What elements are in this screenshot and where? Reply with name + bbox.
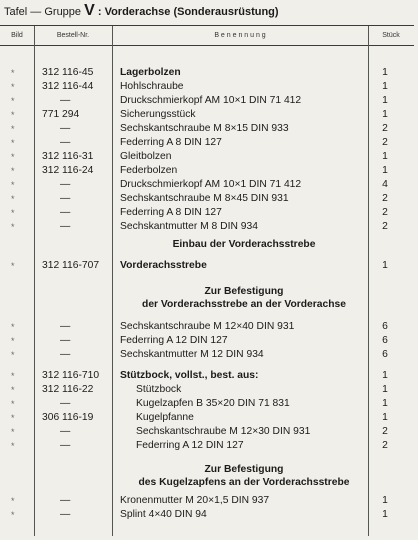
quantity: 2 (382, 207, 388, 218)
part-description: Druckschmierkopf AM 10×1 DIN 71 412 (120, 95, 302, 106)
part-number: — (60, 398, 71, 409)
quantity: 1 (382, 81, 388, 92)
marker-asterisk: * (11, 68, 15, 78)
quantity: 1 (382, 67, 388, 78)
marker-asterisk: * (11, 180, 15, 190)
part-description: Sechskantmutter M 12 DIN 934 (120, 349, 264, 360)
quantity: 6 (382, 335, 388, 346)
quantity: 1 (382, 151, 388, 162)
quantity: 2 (382, 123, 388, 134)
table-row (0, 220, 414, 234)
part-number: — (60, 193, 71, 204)
table-row (0, 66, 414, 80)
marker-asterisk: * (11, 166, 15, 176)
marker-asterisk: * (11, 152, 15, 162)
table-row (0, 136, 414, 150)
marker-asterisk: * (11, 194, 15, 204)
table-row (0, 348, 414, 362)
quantity: 1 (382, 398, 388, 409)
part-number: — (60, 137, 71, 148)
part-number: 312 116-24 (42, 165, 94, 176)
part-description: Kronenmutter M 20×1,5 DIN 937 (120, 495, 270, 506)
column-header-stueck: Stück (382, 32, 400, 39)
part-number: — (60, 221, 71, 232)
column-header-bestell-nr: Bestell-Nr. (56, 32, 90, 39)
part-number: — (60, 207, 71, 218)
part-description: Federring A 8 DIN 127 (120, 207, 222, 218)
part-number: 306 116-19 (42, 412, 94, 423)
table-row (0, 334, 414, 348)
table-row (0, 369, 414, 383)
table-row (0, 178, 414, 192)
part-number: — (60, 335, 71, 346)
part-description: Sechskantschraube M 8×45 DIN 931 (120, 193, 289, 204)
marker-asterisk: * (11, 222, 15, 232)
table-row (0, 108, 414, 122)
marker-asterisk: * (11, 96, 15, 106)
table-row (0, 259, 414, 273)
table-row (0, 411, 414, 425)
quantity: 2 (382, 426, 388, 437)
part-number: 312 116-44 (42, 81, 94, 92)
column-header-benennung: B e n e n n u n g (214, 32, 266, 39)
quantity: 1 (382, 384, 388, 395)
marker-asterisk: * (11, 336, 15, 346)
header-bottom-rule (0, 45, 414, 46)
part-number: — (60, 123, 71, 134)
part-description: Kugelpfanne (136, 412, 194, 423)
quantity: 1 (382, 370, 388, 381)
marker-asterisk: * (11, 510, 15, 520)
marker-asterisk: * (11, 371, 15, 381)
group-letter: V (84, 2, 95, 19)
marker-asterisk: * (11, 110, 15, 120)
part-number: — (60, 509, 71, 520)
table-row (0, 206, 414, 220)
part-description: Sechskantschraube M 12×40 DIN 931 (120, 321, 295, 332)
part-description: Vorderachsstrebe (120, 260, 207, 271)
marker-asterisk: * (11, 124, 15, 134)
part-description: Hohlschraube (120, 81, 184, 92)
part-description: Stützbock, vollst., best. aus: (120, 370, 259, 381)
part-description: Federbolzen (120, 165, 178, 176)
quantity: 1 (382, 109, 388, 120)
quantity: 1 (382, 95, 388, 106)
table-row (0, 397, 414, 411)
quantity: 1 (382, 495, 388, 506)
marker-asterisk: * (11, 82, 15, 92)
part-number: — (60, 179, 71, 190)
table-row (0, 439, 414, 453)
part-description: Splint 4×40 DIN 94 (120, 509, 207, 520)
table-row (0, 150, 414, 164)
quantity: 2 (382, 137, 388, 148)
part-description: Sechskantschraube M 12×30 DIN 931 (136, 426, 311, 437)
part-number: 312 116-710 (42, 370, 100, 381)
table-row (0, 494, 414, 508)
quantity: 4 (382, 179, 388, 190)
part-number: 312 116-45 (42, 67, 94, 78)
quantity: 1 (382, 165, 388, 176)
part-description: Sechskantmutter M 8 DIN 934 (120, 221, 258, 232)
part-description: Federring A 12 DIN 127 (120, 335, 228, 346)
quantity: 6 (382, 321, 388, 332)
section-heading: Zur Befestigung (204, 286, 284, 297)
part-description: Sechskantschraube M 8×15 DIN 933 (120, 123, 289, 134)
marker-asterisk: * (11, 413, 15, 423)
part-number: — (60, 349, 71, 360)
part-description: Federring A 8 DIN 127 (120, 137, 222, 148)
quantity: 1 (382, 260, 388, 271)
part-number: — (60, 495, 71, 506)
part-description: Gleitbolzen (120, 151, 172, 162)
table-row (0, 425, 414, 439)
marker-asterisk: * (11, 138, 15, 148)
section-heading: Einbau der Vorderachsstrebe (172, 239, 316, 250)
marker-asterisk: * (11, 350, 15, 360)
header-prefix: Tafel — Gruppe (4, 6, 82, 18)
quantity: 6 (382, 349, 388, 360)
marker-asterisk: * (11, 385, 15, 395)
part-description: Druckschmierkopf AM 10×1 DIN 71 412 (120, 179, 302, 190)
part-description: Sicherungsstück (120, 109, 196, 120)
part-description: Lagerbolzen (120, 67, 181, 78)
page-title: : Vorderachse (Sonderausrüstung) (97, 6, 279, 18)
section-heading: Zur Befestigung (204, 464, 284, 475)
quantity: 2 (382, 193, 388, 204)
table-row (0, 383, 414, 397)
part-number: 771 294 (42, 109, 80, 120)
part-description: Federring A 12 DIN 127 (136, 440, 244, 451)
marker-asterisk: * (11, 496, 15, 506)
quantity: 2 (382, 440, 388, 451)
part-number: — (60, 426, 71, 437)
part-description: Kugelzapfen B 35×20 DIN 71 831 (136, 398, 290, 409)
table-row (0, 94, 414, 108)
marker-asterisk: * (11, 208, 15, 218)
part-number: 312 116-31 (42, 151, 94, 162)
part-number: — (60, 440, 71, 451)
table-row (0, 80, 414, 94)
table-row (0, 122, 414, 136)
column-header-bild: Bild (11, 32, 23, 39)
marker-asterisk: * (11, 399, 15, 409)
section-subheading: der Vorderachsstrebe an der Vorderachse (142, 299, 346, 310)
table-row (0, 192, 414, 206)
part-number: 312 116-707 (42, 260, 100, 271)
marker-asterisk: * (11, 322, 15, 332)
marker-asterisk: * (11, 427, 15, 437)
part-number: 312 116-22 (42, 384, 94, 395)
quantity: 2 (382, 221, 388, 232)
table-row (0, 320, 414, 334)
part-number: — (60, 321, 71, 332)
marker-asterisk: * (11, 441, 15, 451)
table-row (0, 508, 414, 522)
part-description: Stützbock (136, 384, 182, 395)
marker-asterisk: * (11, 261, 15, 271)
part-number: — (60, 95, 71, 106)
section-subheading: des Kugelzapfens an der Vorderachsstrebe (138, 477, 350, 488)
quantity: 1 (382, 509, 388, 520)
quantity: 1 (382, 412, 388, 423)
table-row (0, 164, 414, 178)
